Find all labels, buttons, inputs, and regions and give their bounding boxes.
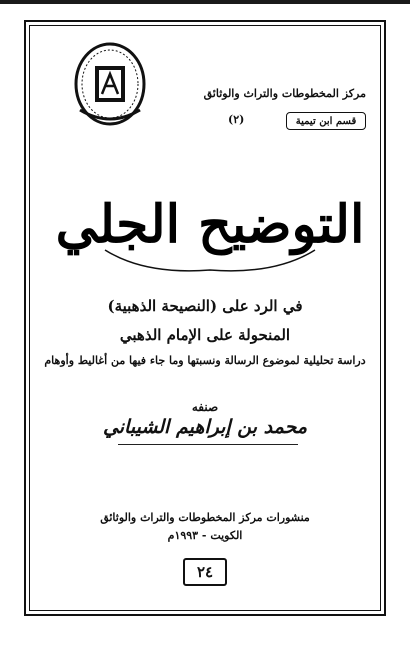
author-label: صنفه — [191, 400, 219, 414]
author-name: محمد بن إبراهيم الشيباني — [102, 416, 308, 438]
publisher-emblem-icon — [72, 40, 148, 130]
publication-number: ٢٤ — [183, 558, 227, 586]
subtitle-line-1: في الرد على (النصيحة الذهبية) — [107, 297, 303, 315]
footer-place-date: الكويت - ١٩٩٣م — [167, 529, 243, 542]
scan-edge-top — [0, 0, 410, 4]
subtitle-line-2: المنحولة على الإمام الذهبي — [119, 326, 291, 344]
author-flourish — [118, 444, 298, 445]
series-number: (٢) — [228, 113, 245, 126]
publisher-name: مركز المخطوطات والتراث والوثائق — [203, 87, 366, 100]
series-label: قسم ابن تيمية — [286, 112, 366, 130]
footer-publisher: منشورات مركز المخطوطات والتراث والوثائق — [100, 511, 310, 524]
page-margin-bottom — [0, 618, 410, 647]
book-title — [55, 150, 365, 285]
book-title-text: التوضيح الجلي — [55, 194, 365, 255]
subtitle-line-3: دراسة تحليلية لموضوع الرسالة ونسبتها وما جاء فيها من أغاليط وأوهام — [44, 354, 366, 367]
